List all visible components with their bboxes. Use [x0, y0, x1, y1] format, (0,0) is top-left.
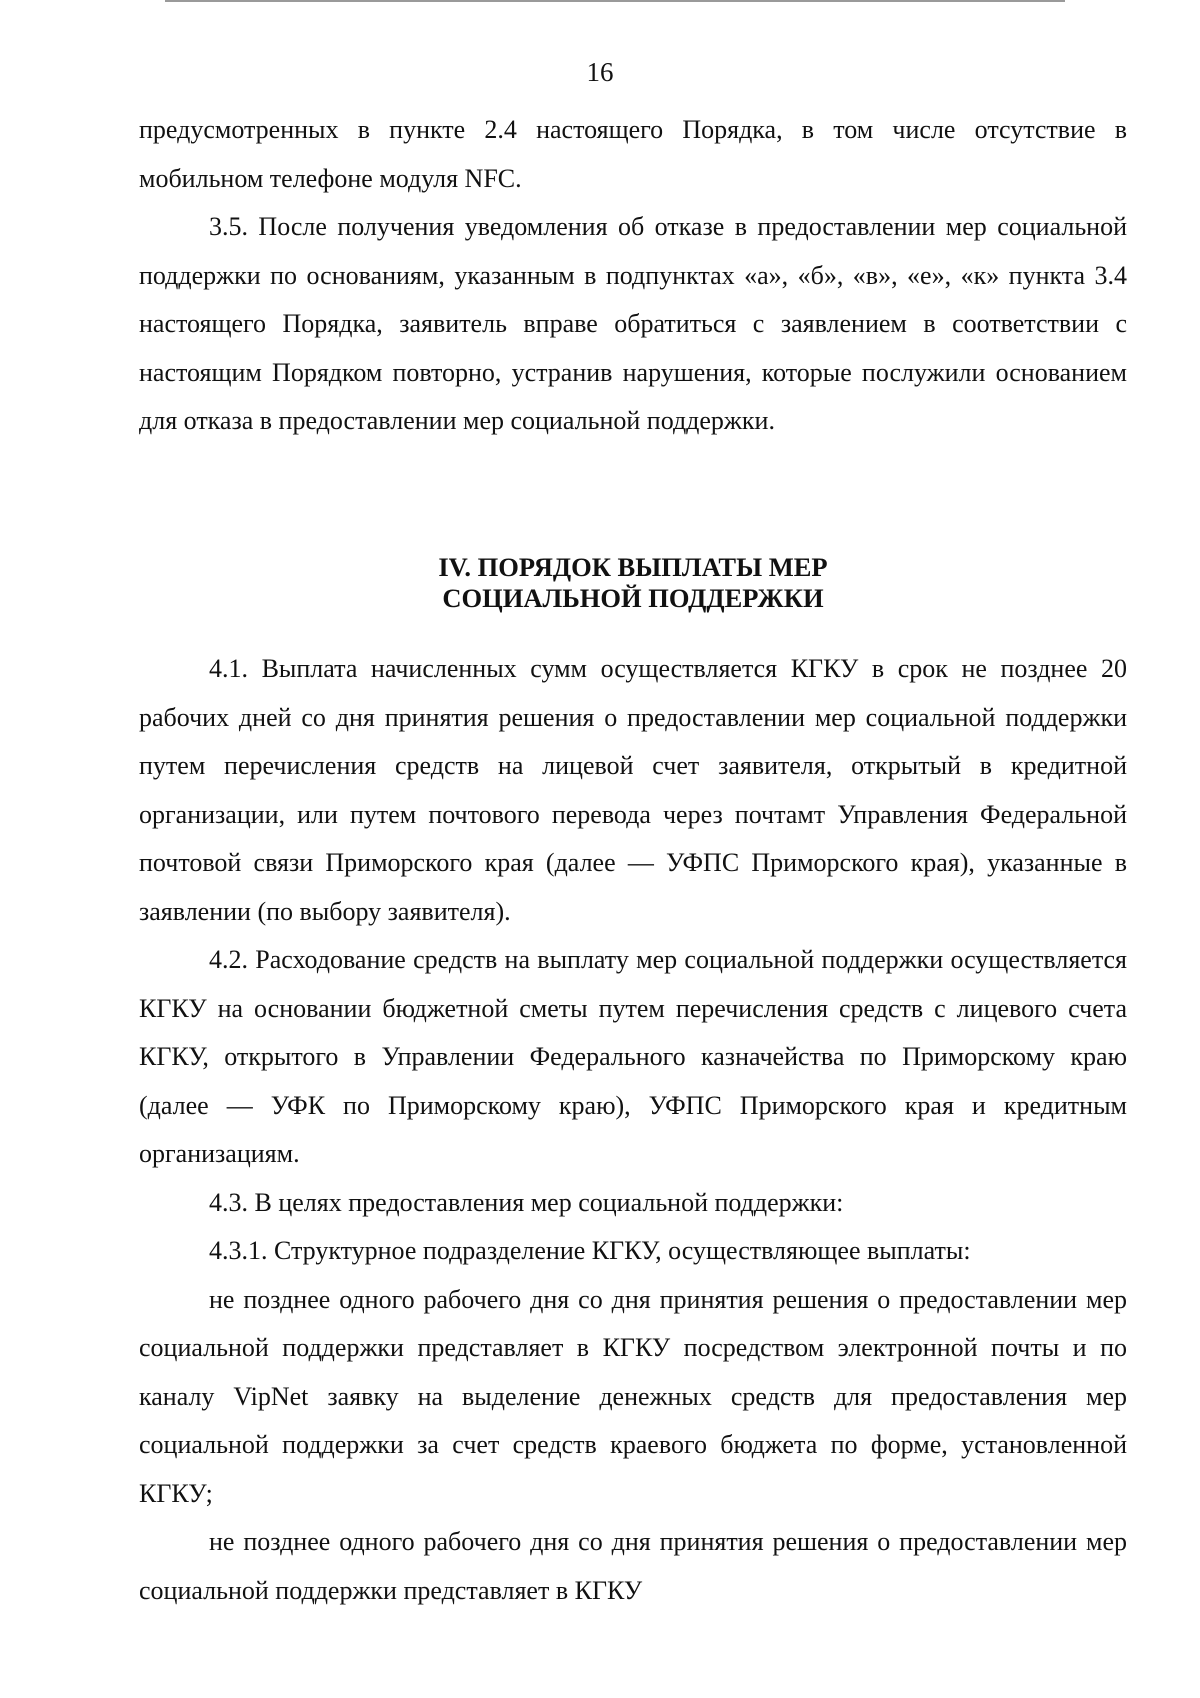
section-heading-line-2: СОЦИАЛЬНОЙ ПОДДЕРЖКИ — [442, 583, 824, 613]
paragraph-4-3-1: 4.3.1. Структурное подразделение КГКУ, осуществляющее выплаты: — [209, 1236, 971, 1265]
top-scan-rule — [165, 0, 1065, 2]
paragraph-4-3-1-item-2: не позднее одного рабочего дня со дня принятия решения о предоставлении мер социальной поддержки представляет в КГКУ — [139, 1527, 1127, 1605]
paragraph-4-3: 4.3. В целях предоставления мер социальной поддержки: — [209, 1187, 844, 1217]
paragraph-4-1: 4.1. Выплата начисленных сумм осуществляется КГКУ в срок не позднее 20 рабочих дней со дня принятия решения о предоставлении мер социальной поддержки путем перечисления средств на лицевой счет заявителя, открытый в кредитной организации, или путем почтового перевода через почтамт Управления Федеральной почтовой связи Приморского края (далее — УФПС Приморского края), указанные в заявлении (по выбору заявителя). — [139, 654, 1127, 926]
paragraph-3-5: 3.5. После получения уведомления об отказе в предоставлении мер социальной поддержки по основаниям, указанным в подпунктах «а», «б», «в», «е», «к» пункта 3.4 настоящего Порядка, заявитель вправе обратиться с заявлением в соответствии с настоящим Порядком повторно, устранив нарушения, которые послужили основанием для отказа в предоставлении мер социальной поддержки. — [139, 212, 1127, 435]
section-4-text — [139, 645, 1127, 1615]
paragraph-4-3-1-item-1: не позднее одного рабочего дня со дня принятия решения о предоставлении мер социальной поддержки представляет в КГКУ посредством электронной почты и по каналу VipNet заявку на выделение денежных средств для предоставления мер социальной поддержки за счет средств краевого бюджета по форме, установленной КГКУ; — [139, 1284, 1127, 1508]
section-3-text — [139, 106, 1127, 446]
page-number: 16 — [586, 57, 614, 87]
section-heading-line-1: IV. ПОРЯДОК ВЫПЛАТЫ МЕР — [438, 552, 828, 582]
paragraph-continuation: предусмотренных в пункте 2.4 настоящего Порядка, в том числе отсутствие в мобильном телефоне модуля NFC. — [139, 115, 1127, 193]
section-heading — [139, 552, 1127, 614]
paragraph-4-2: 4.2. Расходование средств на выплату мер социальной поддержки осуществляется КГКУ на основании бюджетной сметы путем перечисления средств с лицевого счета КГКУ, открытого в Управлении Федерального казначейства по Приморскому краю (далее — УФК по Приморскому краю), УФПС Приморского края и кредитным организациям. — [139, 945, 1127, 1168]
